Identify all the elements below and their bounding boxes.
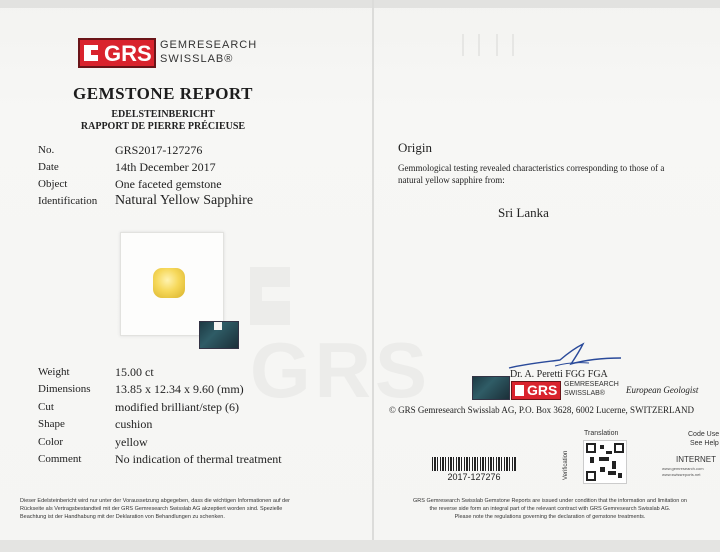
origin-value: Sri Lanka: [498, 205, 549, 220]
scan-edge-top: [0, 0, 720, 8]
property-label-dimensions: Dimensions: [38, 383, 91, 395]
faint-mark: [496, 34, 514, 56]
qr-finder: [586, 443, 596, 453]
swiss-cross-icon: [515, 385, 524, 396]
report-subtitle-de: EDELSTEINBERICHT: [111, 109, 215, 120]
property-value-comment: No indication of thermal treatment: [115, 452, 282, 466]
yellow-sapphire-image: [153, 268, 185, 298]
property-value-cut: modified brilliant/step (6): [115, 400, 239, 414]
footer-right-line-1: GRS Gemresearch Swisslab Gemstone Reports are issued under condition that the information and limitation on: [413, 498, 687, 504]
footer-right-line-2: the reverse side form an integral part of the relevant contract with GRS Gemresearch Swisslab AG.: [429, 506, 671, 512]
qr-module: [600, 467, 605, 472]
logo-small-line-1: GEMRESEARCH: [564, 381, 619, 388]
report-subtitle-fr: RAPPORT DE PIERRE PRÉCIEUSE: [80, 121, 246, 132]
property-label-color: Color: [38, 436, 64, 448]
property-value-dimensions: 13.85 x 12.34 x 9.60 (mm): [115, 382, 244, 396]
logo-mark-text: GRS: [104, 41, 152, 66]
barcode-number: 2017-127276: [447, 472, 501, 482]
code-use-label: Code Use: [688, 431, 720, 438]
watermark-mark: [250, 267, 290, 325]
origin-text: Gemmological testing revealed characteristics corresponding to those of a natural yellow sapphire from:: [398, 163, 665, 185]
report-title: GEMSTONE REPORT: [73, 84, 253, 103]
watermark-text: GRS: [250, 326, 432, 414]
grs-logo-mark: [78, 38, 156, 68]
grs-watermark: [250, 250, 480, 414]
logo-line-1: GEMRESEARCH: [160, 39, 258, 51]
see-help-label: See Help: [690, 440, 719, 447]
detail-value-identification: Natural Yellow Sapphire: [115, 193, 254, 208]
detail-label-identification: Identification: [38, 195, 98, 207]
hologram-seal: [199, 321, 239, 349]
footer-right-line-3: Please note the regulations governing the declaration of gemstone treatments.: [454, 514, 646, 520]
property-value-color: yellow: [115, 435, 148, 449]
footer-left-line-3: Beachtung ist der Handhabung mit der Deklaration von Behandlungen zu schenken.: [20, 514, 225, 520]
property-label-cut: Cut: [38, 401, 54, 413]
qr-module: [606, 451, 612, 454]
property-label-shape: Shape: [38, 418, 65, 430]
scan-edge-bottom: [0, 540, 720, 552]
qr-module: [590, 457, 594, 463]
company-address: © GRS Gemresearch Swisslab AG, P.O. Box 3628, 6002 Lucerne, SWITZERLAND: [389, 405, 695, 415]
qr-finder: [614, 443, 624, 453]
faint-stamp-marks: [462, 34, 542, 60]
detail-value-date: 14th December 2017: [115, 160, 216, 174]
qr-module: [618, 473, 622, 478]
property-label-weight: Weight: [38, 366, 70, 378]
footer-disclaimer-de: [20, 497, 340, 521]
signatory-credential: European Geologist: [626, 385, 699, 395]
qr-module: [599, 457, 609, 461]
hologram-seal-small: [472, 376, 510, 400]
report-barcode: [432, 457, 516, 471]
logo-line-2: SWISSLAB®: [160, 53, 234, 65]
logo-small-line-2: SWISSLAB®: [564, 390, 605, 397]
property-value-weight: 15.00 ct: [115, 365, 154, 379]
qr-module: [612, 461, 616, 469]
internet-label: INTERNET: [676, 455, 716, 464]
detail-value-number: GRS2017-127276: [115, 143, 203, 157]
signatory-name: Dr. A. Peretti FGG FGA: [510, 369, 608, 380]
detail-value-object: One faceted gemstone: [115, 177, 222, 191]
qr-module: [608, 471, 616, 475]
swiss-cross-icon: [84, 45, 98, 61]
grs-logo-small-mark: [511, 381, 561, 400]
verification-label: Verification: [563, 450, 569, 480]
translation-label: Translation: [584, 430, 619, 437]
logo-small-mark-text: GRS: [527, 382, 558, 398]
footer-disclaimer-en: [380, 497, 720, 521]
qr-finder: [586, 471, 596, 481]
footer-left-line-1: Dieser Edelsteinbericht wird nur unter der Voraussetzung abgegeben, dass die wichtigen Informationen auf der: [20, 498, 290, 504]
website-link-1[interactable]: www.gemresearch.com: [662, 466, 704, 471]
qr-module: [600, 445, 604, 449]
footer-left-line-2: Rückseite als Vertragsbestandteil mit der GRS Gemresearch Swisslab AG akzeptiert worden sind. Spezielle: [20, 506, 283, 512]
detail-label-number: No.: [38, 144, 55, 156]
detail-label-object: Object: [38, 178, 68, 190]
property-value-shape: cushion: [115, 417, 153, 431]
origin-heading: Origin: [398, 140, 432, 155]
qr-code-icon[interactable]: [583, 440, 627, 484]
property-label-comment: Comment: [38, 453, 82, 465]
detail-label-date: Date: [38, 161, 59, 173]
grs-logo: [78, 38, 258, 70]
website-link-2[interactable]: www.swissreports.net: [662, 472, 701, 477]
faint-mark: [462, 34, 480, 56]
grs-logo-small: [511, 381, 621, 401]
